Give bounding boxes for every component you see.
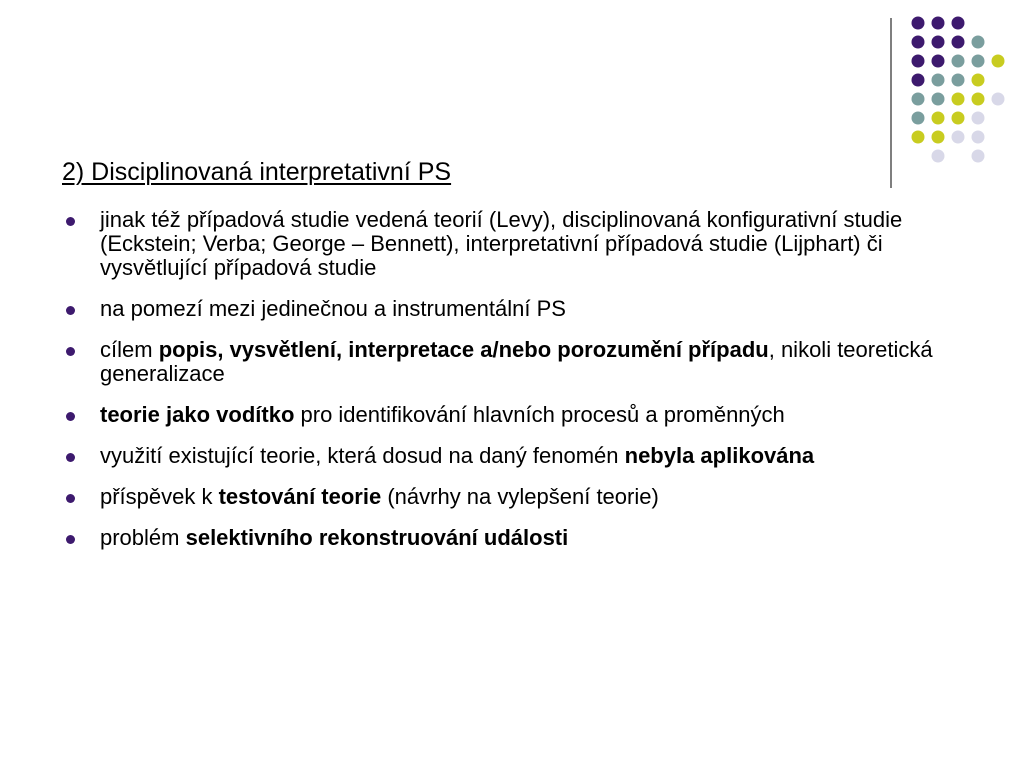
decorative-dot [912, 17, 925, 30]
decorative-dot [972, 36, 985, 49]
decorative-dot [972, 150, 985, 163]
bullet-dot-icon [66, 412, 75, 421]
decorative-dot [932, 74, 945, 87]
bullet-text: příspěvek k [100, 484, 219, 509]
decorative-dot [992, 55, 1005, 68]
decorative-dot [932, 36, 945, 49]
bullet-dot-icon [66, 217, 75, 226]
bullet-dot-icon [66, 453, 75, 462]
bullet-text-bold: nebyla aplikována [624, 443, 815, 468]
decorative-dot [932, 131, 945, 144]
bullet-item [62, 403, 962, 427]
decorative-dot [952, 55, 965, 68]
bullet-text-bold: teorie jako vodítko [100, 402, 295, 427]
bullet-dot-icon [66, 306, 75, 315]
bullet-text-bold: selektivního rekonstruování události [185, 525, 569, 550]
bullet-item [62, 338, 962, 386]
bullet-dot-icon [66, 347, 75, 356]
bullet-item [62, 297, 962, 321]
bullet-text: problém [100, 525, 186, 550]
decorative-dot [912, 112, 925, 125]
slide-title: 2) Disciplinovaná interpretativní PS [62, 158, 452, 186]
bullet-item [62, 208, 962, 280]
decorative-dot [912, 93, 925, 106]
bullet-text: (návrhy na vylepšení teorie) [381, 484, 659, 509]
decorative-dot [932, 93, 945, 106]
bullet-text: , nikoli teoretická generalizace [100, 337, 933, 386]
decorative-dot [972, 131, 985, 144]
bullet-dot-icon [66, 494, 75, 503]
decorative-dot [972, 74, 985, 87]
decorative-dot [972, 112, 985, 125]
decorative-dot [972, 93, 985, 106]
bullet-text: cílem [100, 337, 159, 362]
bullet-text: pro identifikování hlavních procesů a proměnných [294, 402, 785, 427]
bullet-text: na pomezí mezi jedinečnou a instrumentální PS [100, 296, 566, 321]
decorative-dot [952, 36, 965, 49]
decorative-dot [932, 55, 945, 68]
bullet-dot-icon [66, 535, 75, 544]
decorative-dot [952, 74, 965, 87]
bullet-text-bold: testování teorie [218, 484, 382, 509]
decorative-dot [952, 93, 965, 106]
decorative-dot [952, 17, 965, 30]
decorative-dot [932, 17, 945, 30]
decorative-dot [952, 112, 965, 125]
bullet-text: jinak též případová studie vedená teorií (Levy), disciplinovaná konfigurativní studie (Eckstein; Verba; George – Bennett), interpretativní případová studie (Lijphart) či vysvětlující případová studie [100, 207, 903, 280]
decorative-dot [912, 55, 925, 68]
decorative-dot [912, 36, 925, 49]
decorative-dot [912, 74, 925, 87]
bullet-text: využití existující teorie, která dosud na daný fenomén [100, 443, 625, 468]
decorative-dot [992, 93, 1005, 106]
decorative-dot [912, 131, 925, 144]
bullet-item [62, 526, 962, 550]
bullet-item [62, 485, 962, 509]
decorative-dot [952, 131, 965, 144]
decorative-dot [932, 112, 945, 125]
bullet-list [62, 208, 962, 567]
decorative-dot [932, 150, 945, 163]
decorative-dot [972, 55, 985, 68]
bullet-text-bold: popis, vysvětlení, interpretace a/nebo porozumění případu [158, 337, 769, 362]
bullet-item [62, 444, 962, 468]
